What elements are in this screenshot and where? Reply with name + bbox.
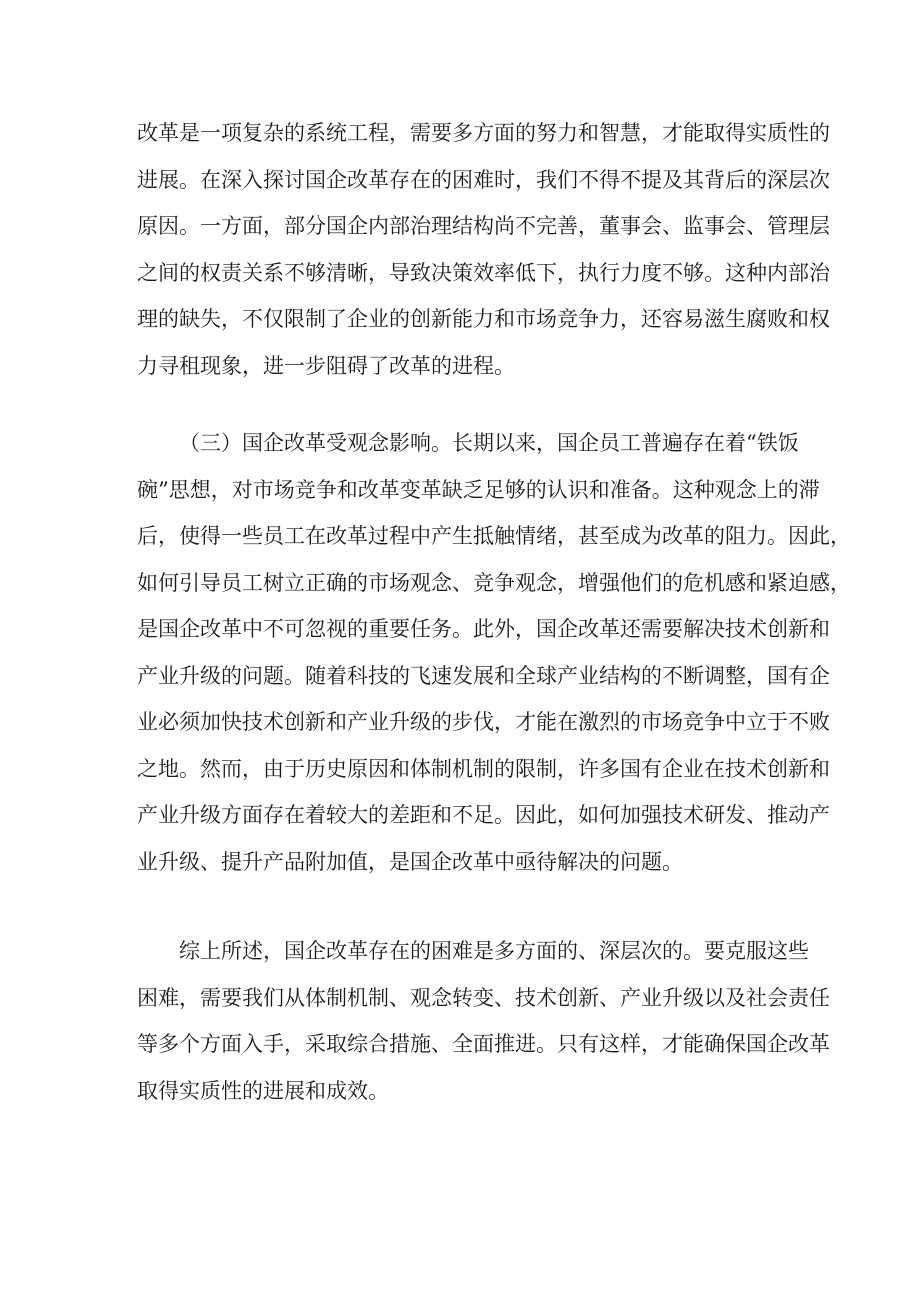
paragraph-line: 之地。然而，由于历史原因和体制机制的限制，许多国有企业在技术创新和 [137, 756, 830, 781]
paragraph-line: 产业升级方面存在着较大的差距和不足。因此，如何加强技术研发、推动产 [137, 803, 830, 827]
paragraph-line: 如何引导员工树立正确的市场观念、竞争观念，增强他们的危机感和紧迫感， [137, 570, 851, 595]
paragraph-line: 后，使得一些员工在改革过程中产生抵触情绪，甚至成为改革的阻力。因此， [137, 524, 851, 548]
paragraph-line: 业必须加快技术创新和产业升级的步伐，才能在激烈的市场竞争中立于不败 [137, 710, 830, 734]
paragraph-line: 等多个方面入手，采取综合措施、全面推进。只有这样，才能确保国企改革 [137, 1032, 830, 1056]
paragraph-reform-complexity [137, 110, 830, 389]
paragraph-line: 困难，需要我们从体制机制、观念转变、技术创新、产业升级以及社会责任 [137, 985, 830, 1010]
paragraph-line: 力寻租现象，进一步阻碍了改革的进程。 [137, 353, 515, 378]
paragraph-conclusion [137, 928, 830, 1114]
paragraph-line: 业升级、提升产品附加值，是国企改革中亟待解决的问题。 [137, 849, 683, 874]
paragraph-line: （三）国企改革受观念影响。长期以来，国企员工普遍存在着“铁饭 [179, 431, 799, 455]
paragraph-line: 理的缺失，不仅限制了企业的创新能力和市场竞争力，还容易滋生腐败和权 [137, 307, 830, 331]
paragraph-line: 进展。在深入探讨国企改革存在的困难时，我们不得不提及其背后的深层次 [137, 167, 830, 192]
paragraph-line: 之间的权责关系不够清晰，导致决策效率低下，执行力度不够。这种内部治 [137, 260, 830, 285]
paragraph-line: 改革是一项复杂的系统工程，需要多方面的努力和智慧，才能取得实质性的 [137, 121, 830, 145]
paragraph-line: 产业升级的问题。随着科技的飞速发展和全球产业结构的不断调整，国有企 [137, 663, 830, 688]
paragraph-concept-influence [137, 420, 851, 885]
paragraph-line: 原因。一方面，部分国企内部治理结构尚不完善，董事会、监事会、管理层 [137, 214, 830, 238]
paragraph-line: 碗”思想，对市场竞争和改革变革缺乏足够的认识和准备。这种观念上的滞 [137, 477, 820, 502]
paragraph-line: 是国企改革中不可忽视的重要任务。此外，国企改革还需要解决技术创新和 [137, 617, 830, 641]
paragraph-line: 综上所述，国企改革存在的困难是多方面的、深层次的。要克服这些 [179, 939, 809, 963]
paragraph-line: 取得实质性的进展和成效。 [137, 1078, 389, 1103]
